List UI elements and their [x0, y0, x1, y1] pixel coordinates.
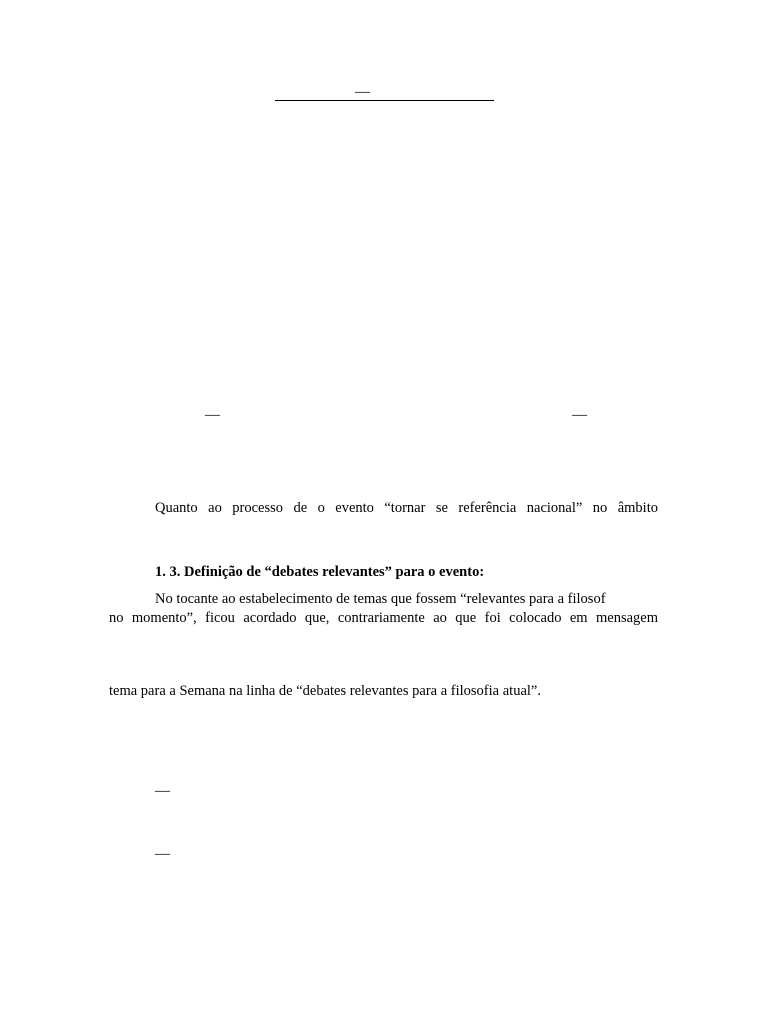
section-line-2: no momento”, ficou acordado que, contrariamente ao que foi colocado em mensagem	[109, 610, 658, 626]
paragraph-quanto: Quanto ao processo de o evento “tornar se referência nacional” no âmbito	[155, 500, 658, 516]
middle-dash-right: —	[572, 407, 587, 423]
section-line-3: tema para a Semana na linha de “debates relevantes para a filosofia atual”.	[109, 683, 541, 699]
footer-dash-2: —	[155, 846, 170, 862]
middle-dash-left: —	[205, 407, 220, 423]
section-line-1: No tocante ao estabelecimento de temas que fossem “relevantes para a filosof	[155, 591, 606, 607]
header-rule	[275, 100, 494, 101]
section-heading: 1. 3. Definição de “debates relevantes” para o evento:	[155, 564, 485, 580]
footer-dash-1: —	[155, 783, 170, 799]
header-dash: —	[355, 84, 370, 100]
